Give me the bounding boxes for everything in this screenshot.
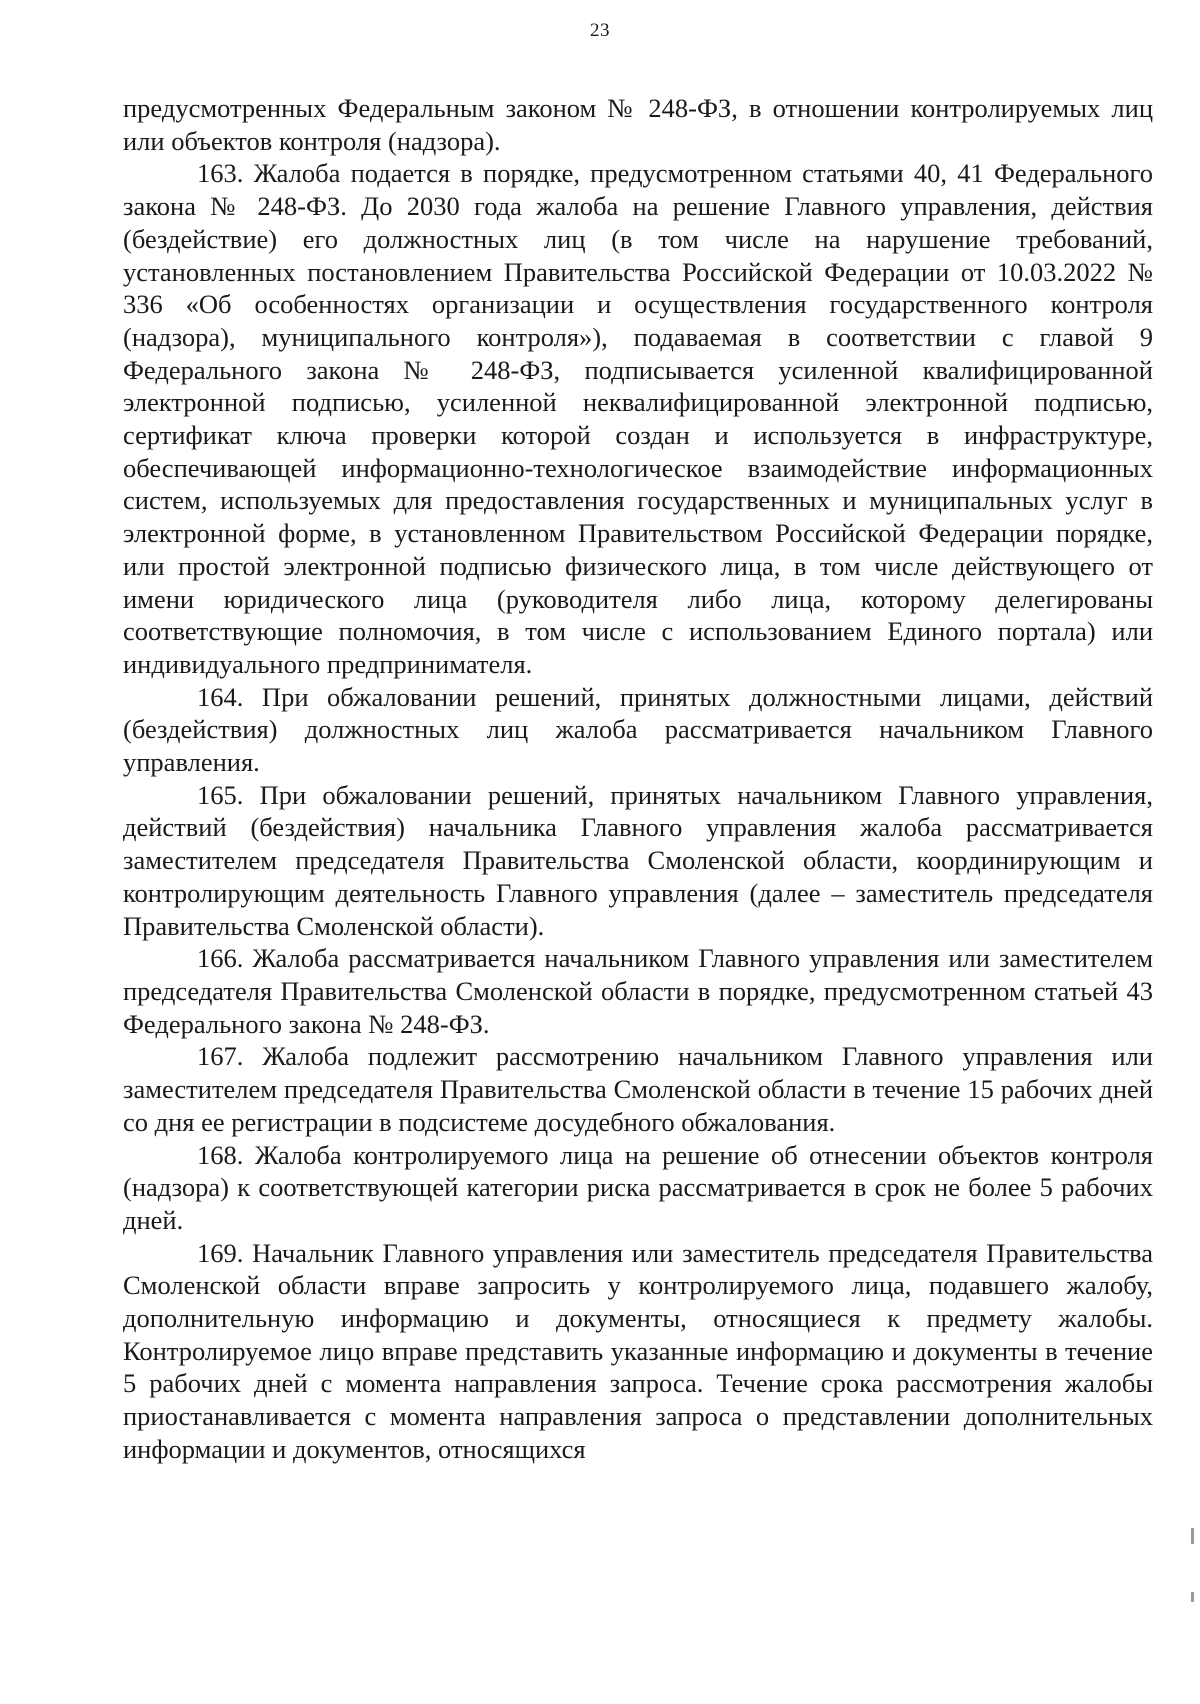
paragraph-165: 165. При обжаловании решений, принятых начальником Главного управления, действий (бездействия) начальника Главного управления жалоба рассматривается заместителем председателя Правительства Смоленской области, координирующим и контролирующим деятельность Главного управления (далее – заместитель председателя Правительства Смоленской области). <box>123 779 1153 941</box>
paragraph-168: 168. Жалоба контролируемого лица на решение об отнесении объектов контроля (надзора) к соответствующей категории риска рассматривается в срок не более 5 рабочих дней. <box>123 1139 1153 1235</box>
paragraph-169: 169. Начальник Главного управления или заместитель председателя Правительства Смоленской области вправе запросить у контролируемого лица, подавшего жалобу, дополнительную информацию и документы, относящиеся к предмету жалобы. Контролируемое лицо вправе представить указанные информацию и документы в течение 5 рабочих дней с момента направления запроса. Течение срока рассмотрения жалобы приостанавливается с момента направления запроса о представлении дополнительных информации и документов, относящихся <box>123 1237 1153 1464</box>
scan-edge-mark <box>1191 1528 1194 1544</box>
paragraph-167: 167. Жалоба подлежит рассмотрению начальником Главного управления или заместителем председателя Правительства Смоленской области в течение 15 рабочих дней со дня ее регистрации в подсистеме досудебного обжалования. <box>123 1041 1153 1137</box>
paragraph-continuation: предусмотренных Федеральным законом № 248-ФЗ, в отношении контролируемых лиц или объектов контроля (надзора). <box>123 93 1153 156</box>
scan-edge-mark <box>1191 1592 1194 1602</box>
paragraph-163: 163. Жалоба подается в порядке, предусмотренном статьями 40, 41 Федерального закона № 248-ФЗ. До 2030 года жалоба на решение Главного управления, действия (бездействие) его должностных лиц (в том числе на нарушение требований, установленных постановлением Правительства Российской Федерации от 10.03.2022 № 336 «Об особенностях организации и осуществления государственного контроля (надзора), муниципального контроля»), подаваемая в соответствии с главой 9 Федерального закона № 248-ФЗ, подписывается усиленной квалифицированной электронной подписью, усиленной неквалифицированной электронной подписью, сертификат ключа проверки которой создан и используется в инфраструктуре, обеспечивающей информационно-технологическое взаимодействие информационных систем, используемых для предоставления государственных и муниципальных услуг в электронной форме, в установленном Правительством Российской Федерации порядке, или простой электронной подписью физического лица, в том числе действующего от имени юридического лица (руководителя либо лица, которому делегированы соответствующие полномочия, в том числе с использованием Единого портала) или индивидуального предпринимателя. <box>123 158 1153 679</box>
page-number: 23 <box>590 20 610 41</box>
paragraph-166: 166. Жалоба рассматривается начальником Главного управления или заместителем председателя Правительства Смоленской области в порядке, предусмотренном статьей 43 Федерального закона № 248-ФЗ. <box>123 943 1153 1039</box>
paragraph-164: 164. При обжаловании решений, принятых должностными лицами, действий (бездействия) должностных лиц жалоба рассматривается начальником Главного управления. <box>123 681 1153 778</box>
document-body <box>123 92 1153 1466</box>
